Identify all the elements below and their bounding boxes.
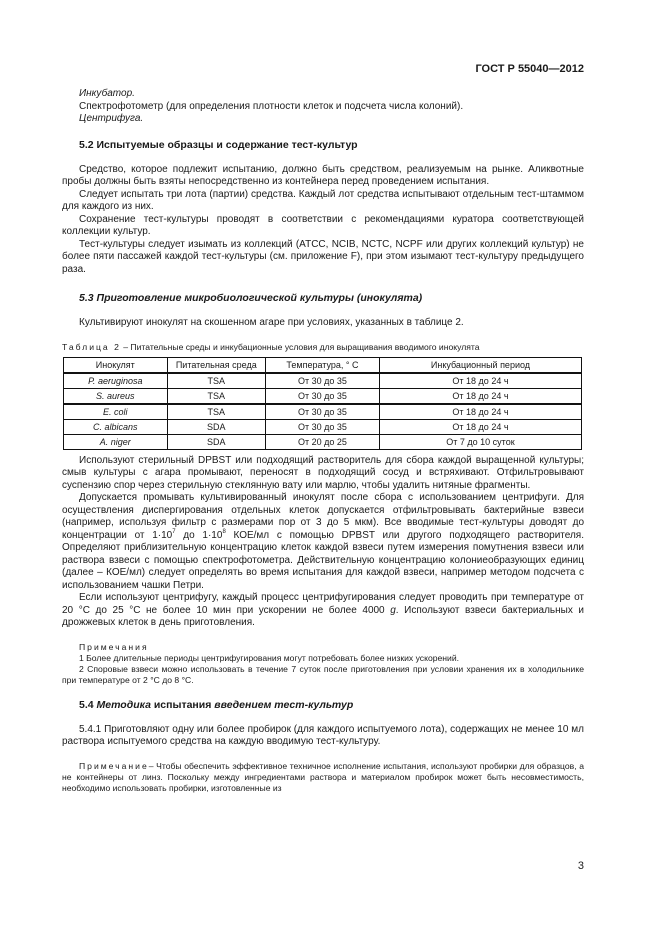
cell-temperature: От 30 до 35	[266, 388, 380, 404]
text-run: Допускается промывать культивированный инокулят после сбора с использованием центрифуги. Для осуществления диспергирования отдельных клеток допускается отфильтровывать бактерийные взвеси (например, используя фильтр с размерами пор от 3 до 5 мкм). Все вводимые тест-культуры доводят до концентрации от 1·10	[62, 492, 584, 541]
cell-period: От 18 до 24 ч	[379, 373, 581, 389]
page-number: 3	[577, 860, 584, 872]
table-row	[64, 388, 582, 404]
note: 1 Более длительные периоды центрифугирования могут потребовать более низких ускорений.	[79, 652, 460, 663]
exponent: 7	[172, 528, 176, 535]
table-row	[64, 419, 582, 434]
paragraph: Следует испытать три лота (партии) средства. Каждый лот средства испытывают отдельным тест-штаммом для каждого из них.	[62, 188, 584, 212]
cell-period: От 18 до 24 ч	[379, 404, 581, 420]
table-row	[64, 373, 582, 389]
cell-period: От 18 до 24 ч	[379, 388, 581, 404]
column-header: Инкубационный период	[379, 357, 581, 373]
cell-inoculum: E. coli	[64, 404, 168, 420]
text-run: до 1·10	[175, 529, 223, 541]
text-run: Методика	[96, 698, 151, 711]
paragraph: Используют стерильный DPBST или подходящий растворитель для сбора каждой выращенной культуры; смыв культуры с агара промывают, переносят в подходящий сосуд и встряхивают. Отфильтровывают суспензию спор через стерильную стеклянную вату или марлю, чтобы удалить нитяные фрагменты.	[62, 454, 584, 491]
culture-table	[63, 357, 582, 450]
table-row	[64, 404, 582, 420]
table-caption-text: – Питательные среды и инкубационные условия для выращивания вводимого инокулята	[120, 341, 480, 352]
text-run: 5.4	[79, 698, 97, 711]
text-run: введением тест-культур	[214, 698, 354, 711]
paragraph: Средство, которое подлежит испытанию, должно быть средством, реализуемым на рынке. Аликвотные пробы должны быть взяты непосредственно из контейнера перед проведением испытания.	[62, 163, 584, 187]
paragraph: Культивируют инокулят на скошенном агаре при условиях, указанных в таблице 2.	[79, 317, 464, 328]
text-run: КОЕ/мл с помощью DPBST или другого подходящего растворителя. Определяют приблизительную концентрацию клеток каждой взвеси путем измерения помутнения взвеси или раствора взвеси с помощью спектрофотометра. Действительную концентрацию колониеобразующих единиц (далее – КОЕ/мл) следует определять во время испытания для каждой взвеси, например методом подсчета с использованием чашки Петри.	[62, 529, 585, 591]
section-heading-5-4	[62, 699, 584, 712]
table-row	[64, 434, 582, 449]
paragraph: 5.4.1 Приготовляют одну или более пробирок (для каждого испытуемого лота), содержащих не менее 10 мл раствора испытуемого средства на каждую вводимую тест-культуру.	[62, 723, 584, 747]
cell-inoculum: A. niger	[64, 434, 168, 449]
document-id: ГОСТ Р 55040—2012	[475, 63, 584, 75]
text-run: Если используют центрифугу, каждый процесс центрифугирования следует проводить при температуре от 20 °С до 25 °С не более 10 мин при ускорении не более 4000	[62, 592, 584, 616]
text-run: – Чтобы обеспечить эффективное техничное исполнение испытания, используют пробирки для образцов, а не контейнеры от линз. Поскольку между ингредиентами раствора и материалом пробирок может быть несовместимость, необходимо использовать пробирки, изготовленные из	[62, 760, 584, 793]
equipment-item: Центрифуга.	[79, 113, 144, 124]
note: 2 Споровые взвеси можно использовать в течение 7 суток после приготовления при условии хранения их в холодильнике при температуре от 2 °С до 8 °С.	[62, 663, 584, 685]
notes-title: Примечания	[79, 641, 149, 652]
equipment-item: Инкубатор.	[79, 88, 135, 99]
exponent: 8	[222, 528, 226, 535]
paragraph	[62, 592, 584, 630]
cell-inoculum: C. albicans	[64, 419, 168, 434]
cell-inoculum: P. aeruginosa	[64, 373, 168, 389]
cell-medium: TSA	[167, 373, 265, 389]
cell-medium: TSA	[167, 388, 265, 404]
cell-medium: SDA	[167, 419, 265, 434]
column-header: Инокулят	[64, 357, 168, 373]
paragraph: Сохранение тест-культуры проводят в соответствии с рекомендациями куратора соответствующей коллекции культур.	[62, 213, 584, 237]
note	[62, 761, 584, 794]
section-heading-5-2: 5.2 Испытуемые образцы и содержание тест-культур	[79, 138, 358, 151]
paragraph: Тест-культуры следует изымать из коллекций (ATCC, NCIB, NCTC, NCPF или других коллекций культур) не более пяти пассажей каждой тест-культуры (см. приложение F), при этом изымают тест-культуру предыдущего раза.	[62, 238, 584, 275]
cell-medium: TSA	[167, 404, 265, 420]
cell-inoculum: S. aureus	[64, 388, 168, 404]
section-heading-5-3: 5.3 Приготовление микробиологической культуры (инокулята)	[79, 292, 423, 304]
cell-temperature: От 30 до 35	[266, 373, 380, 389]
text-run: g	[390, 604, 396, 616]
note-label: Примечание	[79, 760, 149, 771]
text-run: . Используют взвеси бактериальных и дрожжевых клеток в день приготовления.	[62, 604, 584, 628]
cell-medium: SDA	[167, 434, 265, 449]
cell-period: От 7 до 10 суток	[379, 434, 581, 449]
cell-temperature: От 20 до 25	[266, 434, 380, 449]
cell-temperature: От 30 до 35	[266, 419, 380, 434]
table-label: Таблица 2	[62, 341, 121, 352]
text-run: испытания	[150, 698, 215, 711]
column-header: Питательная среда	[167, 357, 265, 373]
paragraph	[62, 492, 584, 592]
column-header: Температура, ° С	[266, 357, 380, 373]
equipment-item: Спектрофотометр (для определения плотности клеток и подсчета числа колоний).	[79, 100, 464, 112]
cell-temperature: От 30 до 35	[266, 404, 380, 420]
cell-period: От 18 до 24 ч	[379, 419, 581, 434]
table-caption	[62, 342, 584, 353]
